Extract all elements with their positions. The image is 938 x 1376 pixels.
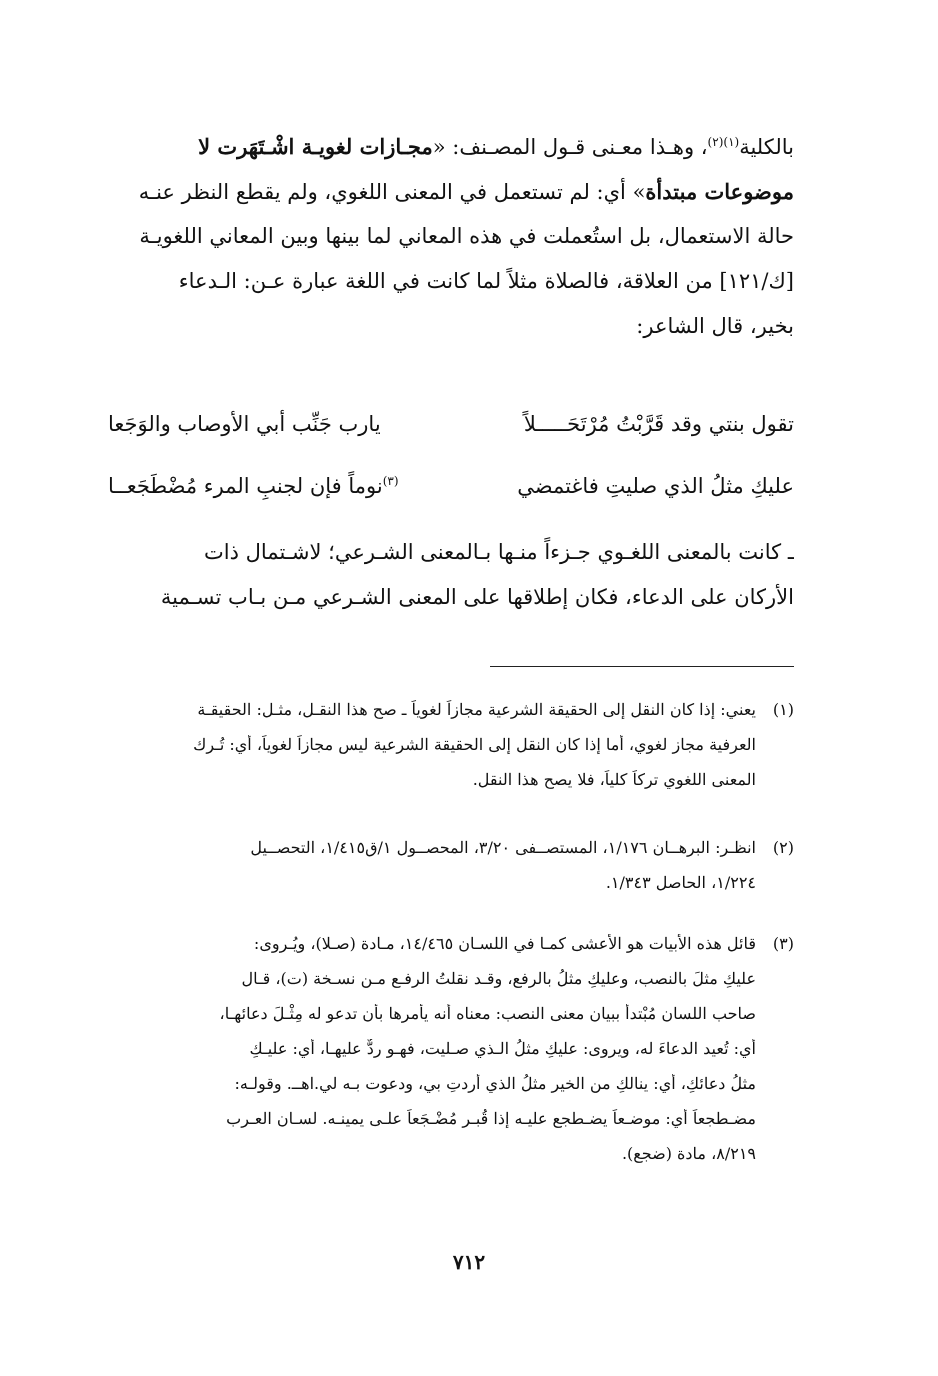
footnote-line: قائل هذه الأبيات هو الأعشى كمـا في اللسـان ١٤/٤٦٥، مـادة (صـلا)، ويُـروى: [253,934,756,953]
text-run: ، وهـذا معـنى قـول المصـنف: « [432,135,708,159]
continuation-text [108,534,794,624]
main-text [108,128,794,353]
verse-2-second-hemistich: $^{(٣)}$نوماً فإن لجنبِ المرء مُضْطَجَعــا [108,474,399,498]
footnote-number: (٢) [772,838,794,857]
footnote-number: (٣) [772,934,794,953]
footnote-line: صاحب اللسان مُبْتدأ ببيان معنى النصب: معناه أنه يأمرها بأن تدعو له مِثْـلَ دعائهـا، [219,1004,756,1023]
text-run: بالكلية [739,135,794,159]
verse-1-second-hemistich: يارب جَنِّب أبي الأوصاب والوَجَعا [108,412,381,436]
text-run: [ك/١٢١] من العلاقة، فالصلاة مثلاً لما كانت في اللغة عبارة عـن: الـدعاء [178,269,794,293]
footnote-line: مثلُ دعائكِ، أي: ينالكِ من الخير مثلُ الذي أردتِ بي، ودعوت بـه لي.اهــ. وقولـه: [234,1074,756,1093]
footnote-line: ٨/٢١٩، مادة (ضجع). [621,1144,756,1163]
text-line [108,173,794,218]
text-line: ـ كانت بالمعنى اللغـوي جـزءاً منـها بـالمعنى الشـرعي؛ لاشـتمال ذات [204,540,794,564]
footnote-line: مضـطجعاً أي: موضـعاً يضـطجع عليـه إذا قُبـر مُضْـجَعاً علـى يمينـه. لسـان العـرب [226,1109,756,1128]
footnote-line: ١/٢٢٤، الحاصل ١/٣٤٣. [605,873,756,892]
footnote-line: عليكِ مثلَ بالنصب، وعليكِ مثلُ بالرفع، وقـد نقلتُ الرفـع مـن نسـخة (ت)، قـال [241,969,756,988]
text-run: مجـازات لغويـة اشْـتَهَرت لا [198,134,433,159]
text-run: موضوعات مبتدأة [645,179,794,204]
page-number: ٧١٢ [452,1250,486,1274]
footnote-number: (١) [772,700,794,719]
text-run: » أي: لم تستعمل في المعنى اللغوي، ولم يقطع النظر عنـه [138,180,646,204]
footnote-line: المعنى اللغوي تركاً كلياً، فلا يصح هذا النقل. [472,770,756,789]
text-line [108,218,794,263]
verse-2 [108,474,794,519]
footnote-line: أي: تُعيد الدعاءَ له، ويروى: عليكِ مثلُ الـذي صـليت، فهـو ردٌّ عليهـا، أي: عليـكِ [249,1039,756,1058]
text-line [108,308,794,353]
text-line [108,128,794,173]
footnote-ref: (١)(٢) [707,135,740,149]
footnote-line: انظـر: البرهــان ١/١٧٦، المستصــفى ٣/٢٠، المحصــول ١/ق١/٤١٥، التحصــيل [250,838,756,857]
text-line: الأركان على الدعاء، فكان إطلاقها على المعنى الشـرعي مـن بـاب تسـمية [160,585,794,609]
footnote-ref-3: (٣) [382,474,399,488]
verse-1-first-hemistich: تقول بنتي وقد قَرَّبْتُ مُرْتَحَـــــلاً [523,412,794,436]
text-run: بخير، قال الشاعر: [636,314,794,338]
footnote-line: يعني: إذا كان النقل إلى الحقيقة الشرعية مجازاً لغوياً ـ صح هذا النقـل، مثـل: الحقيقـة [197,700,756,719]
verse-2-first-hemistich: عليكِ مثلُ الذي صليتِ فاغتمضي [517,474,794,498]
text-line [108,263,794,308]
verse-1 [108,412,794,457]
footnote-separator [490,666,794,667]
text-run: حالة الاستعمال، بل استُعملت في هذه المعاني لما بينها وبين المعاني اللغويـة [139,224,794,248]
footnote-line: العرفية مجاز لغوي، أما إذا كان النقل إلى الحقيقة الشرعية ليس مجازاً لغوياً، أي: تُـرك [193,735,756,754]
